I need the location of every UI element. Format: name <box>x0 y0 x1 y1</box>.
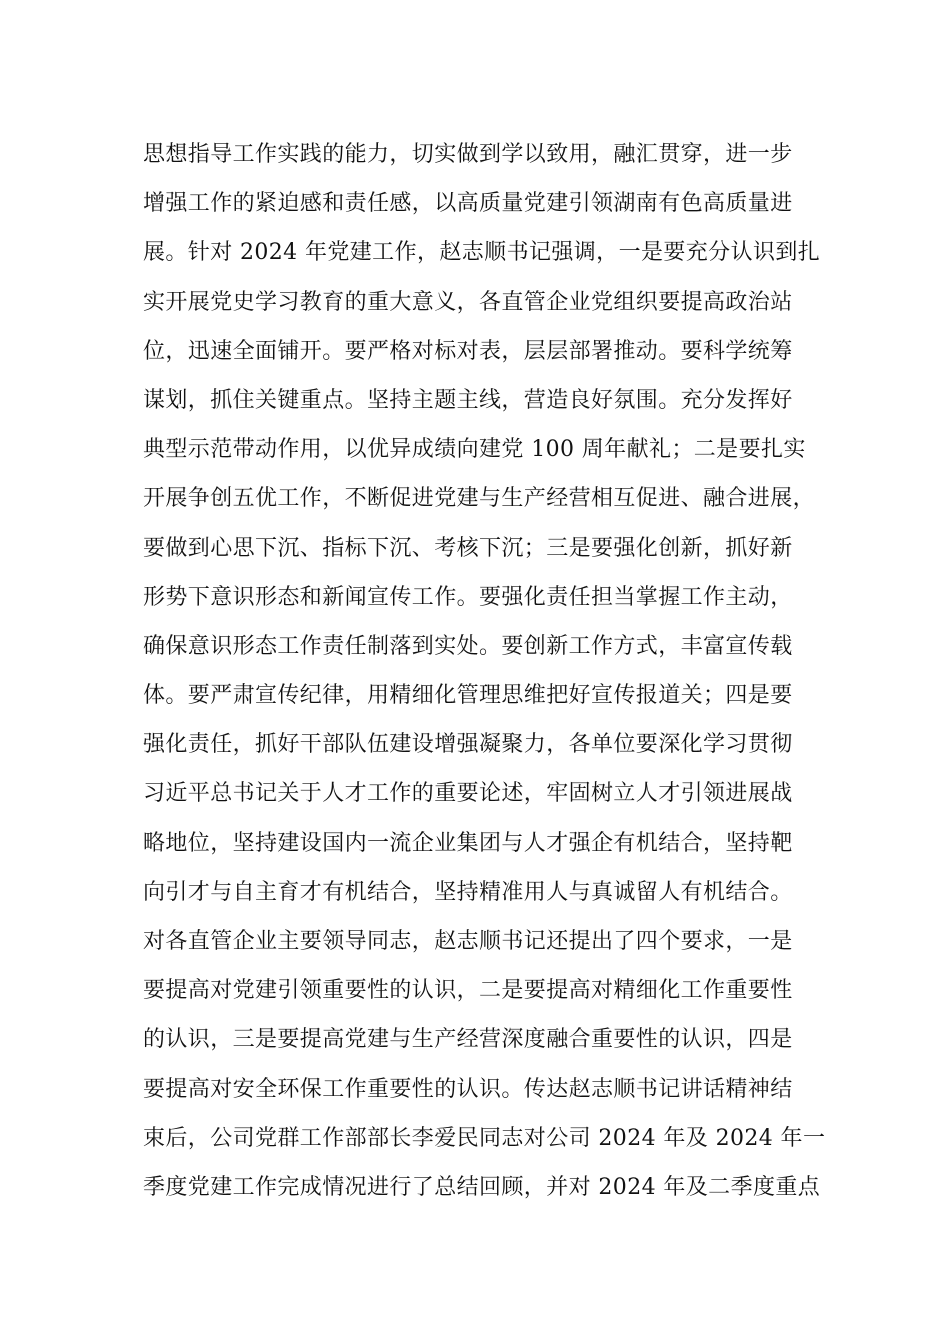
text-line: 的认识，三是要提高党建与生产经营深度融合重要性的认识，四是 <box>143 1027 793 1053</box>
text-line: 体。要严肃宣传纪律，用精细化管理思维把好宣传报道关；四是要 <box>143 683 793 709</box>
text-line: 思想指导工作实践的能力，切实做到学以致用，融汇贯穿，进一步 <box>143 142 793 167</box>
text-line: 要提高对党建引领重要性的认识，二是要提高对精细化工作重要性 <box>143 978 793 1004</box>
text-line: 习近平总书记关于人才工作的重要论述，牢固树立人才引领进展战 <box>143 781 793 807</box>
text-line: 确保意识形态工作责任制落到实处。要创新工作方式，丰富宣传载 <box>143 633 793 659</box>
text-line: 要做到心思下沉、指标下沉、考核下沉；三是要强化创新，抓好新 <box>143 535 793 561</box>
text-line: 对各直管企业主要领导同志，赵志顺书记还提出了四个要求，一是 <box>143 929 793 954</box>
text-line: 增强工作的紧迫感和责任感，以高质量党建引领湖南有色高质量进 <box>143 191 793 217</box>
body-text <box>143 130 843 1212</box>
text-line: 向引才与自主育才有机结合，坚持精准用人与真诚留人有机结合。 <box>143 879 793 905</box>
text-line: 典型示范带动作用，以优异成绩向建党 100 周年献礼；二是要扎实 <box>143 437 806 463</box>
text-line: 略地位，坚持建设国内一流企业集团与人才强企有机结合，坚持靶 <box>143 830 793 856</box>
text-line: 展。针对 2024 年党建工作，赵志顺书记强调，一是要充分认识到扎 <box>143 240 821 266</box>
text-line: 位，迅速全面铺开。要严格对标对表，层层部署推动。要科学统筹 <box>143 338 793 364</box>
text-line: 形势下意识形态和新闻宣传工作。要强化责任担当掌握工作主动， <box>143 584 793 610</box>
text-line: 季度党建工作完成情况进行了总结回顾，并对 2024 年及二季度重点 <box>143 1174 821 1200</box>
text-line: 谋划，抓住关键重点。坚持主题主线，营造良好氛围。充分发挥好 <box>143 387 793 413</box>
text-line: 实开展党史学习教育的重大意义，各直管企业党组织要提高政治站 <box>143 289 793 315</box>
text-line: 要提高对安全环保工作重要性的认识。传达赵志顺书记讲话精神结 <box>143 1076 793 1102</box>
text-line: 开展争创五优工作，不断促进党建与生产经营相互促进、融合进展， <box>143 486 816 512</box>
text-line: 强化责任，抓好干部队伍建设增强凝聚力，各单位要深化学习贯彻 <box>143 732 793 758</box>
text-line: 束后，公司党群工作部部长李爱民同志对公司 2024 年及 2024 年一 <box>143 1125 826 1151</box>
